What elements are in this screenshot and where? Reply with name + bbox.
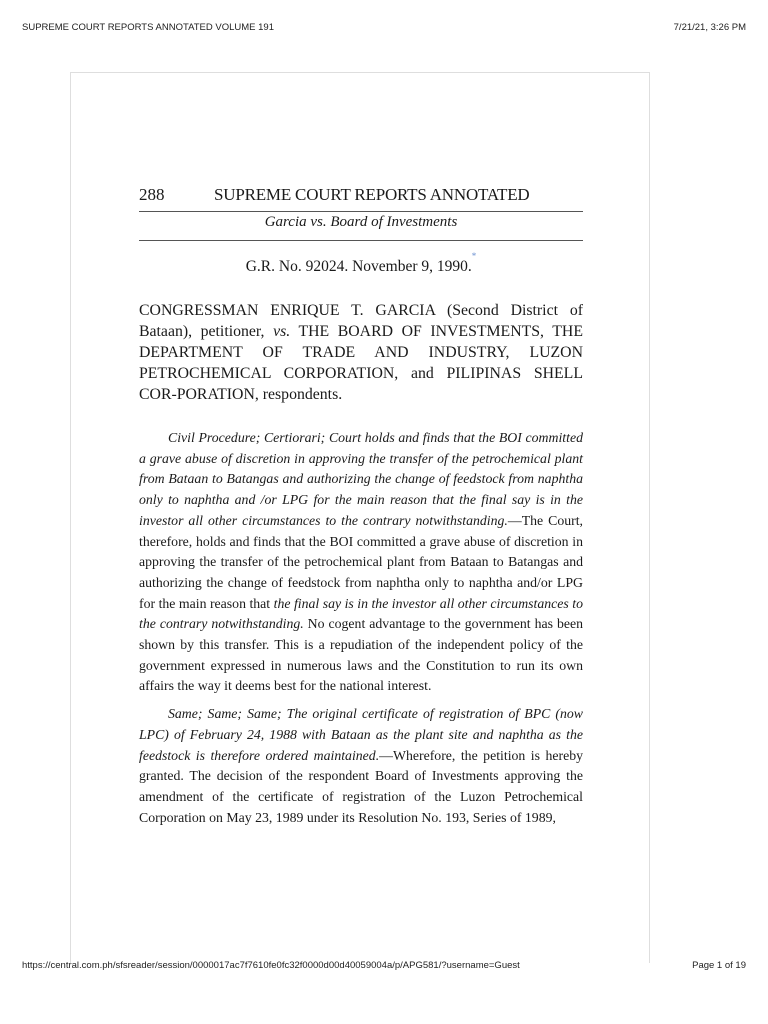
syllabus-text: —Wherefore, the petition is hereby granted. The decision of the respondent Board of Investments approving the amendment of the certificate of registration of the Luzon Petrochemical Corporation on May 23, 1989 under its Resolution No. 193, Series of 1989, [139, 747, 584, 825]
parties-respondents: THE BOARD OF INVESTMENTS, THE DEPARTMENT OF TRADE AND INDUSTRY, LUZON PETROCHEMICAL CORPORATION, and PILIPINAS SHELL COR-PORATION, respondents. [139, 323, 583, 403]
syllabus-keywords: Civil Procedure; Certiorari; Court holds and finds that the BOI committed a grave abuse of discretion in approving the transfer of the petrochemical plant from Bataan to Batangas and authorizing the change of feedstock from naphtha only to naphtha and /or LPG for the main reason that the final say is in the investor all other circumstances to the contrary notwithstanding. [139, 430, 583, 528]
print-header-datetime: 7/21/21, 3:26 PM [673, 22, 746, 33]
case-parties [139, 300, 583, 405]
parties-petitioner: CONGRESSMAN ENRIQUE T. GARCIA (Second District of Bataan), petitioner, [139, 302, 583, 340]
syllabus-italic-quote: the final say is in the investor all other circumstances to the contrary notwithstanding. [139, 595, 583, 632]
print-header-title: SUPREME COURT REPORTS ANNOTATED VOLUME 191 [22, 22, 274, 33]
page-number: 288 [139, 185, 165, 204]
gr-number-line [139, 251, 583, 281]
running-head [139, 185, 583, 211]
parties-vs: vs. [273, 323, 291, 340]
print-footer-url: https://central.com.ph/sfsreader/session/0000017ac7f7610fe0fc32f0000d00d40059004a/p/APG581/?username=Guest [22, 960, 520, 971]
page-content [139, 185, 583, 835]
report-title: SUPREME COURT REPORTS ANNOTATED [214, 185, 530, 204]
syllabus-text: No cogent advantage to the government has been shown by this transfer. This is a repudiation of the independent policy of the government expressed in numerous laws and the Constitution to run its own affairs the way it deems best for the national interest. [139, 616, 583, 694]
document-page [70, 72, 650, 963]
syllabus-keywords: Same; Same; Same; The original certificate of registration of BPC (now LPC) of February 24, 1988 with Bataan as the plant site and naphtha as the feedstock is therefore ordered maintained. [139, 706, 583, 763]
syllabus-paragraph [139, 428, 583, 697]
print-footer-page-info: Page 1 of 19 [692, 960, 746, 971]
case-short-title: Garcia vs. Board of Investments [264, 214, 458, 230]
gr-number-text: G.R. No. 92024. November 9, 1990. [245, 258, 472, 276]
footnote-link[interactable]: * [471, 251, 477, 261]
syllabus-text: —The Court, therefore, holds and finds that the BOI committed a grave abuse of discretion in approving the transfer of the petrochemical plant from Bataan to Batangas and authorizing the change of feedstock from naphtha only to naphtha and/or LPG for the main reason that [139, 512, 583, 611]
header-rule-bottom [139, 240, 583, 241]
syllabus-paragraph [139, 704, 583, 828]
syllabus [139, 428, 583, 828]
